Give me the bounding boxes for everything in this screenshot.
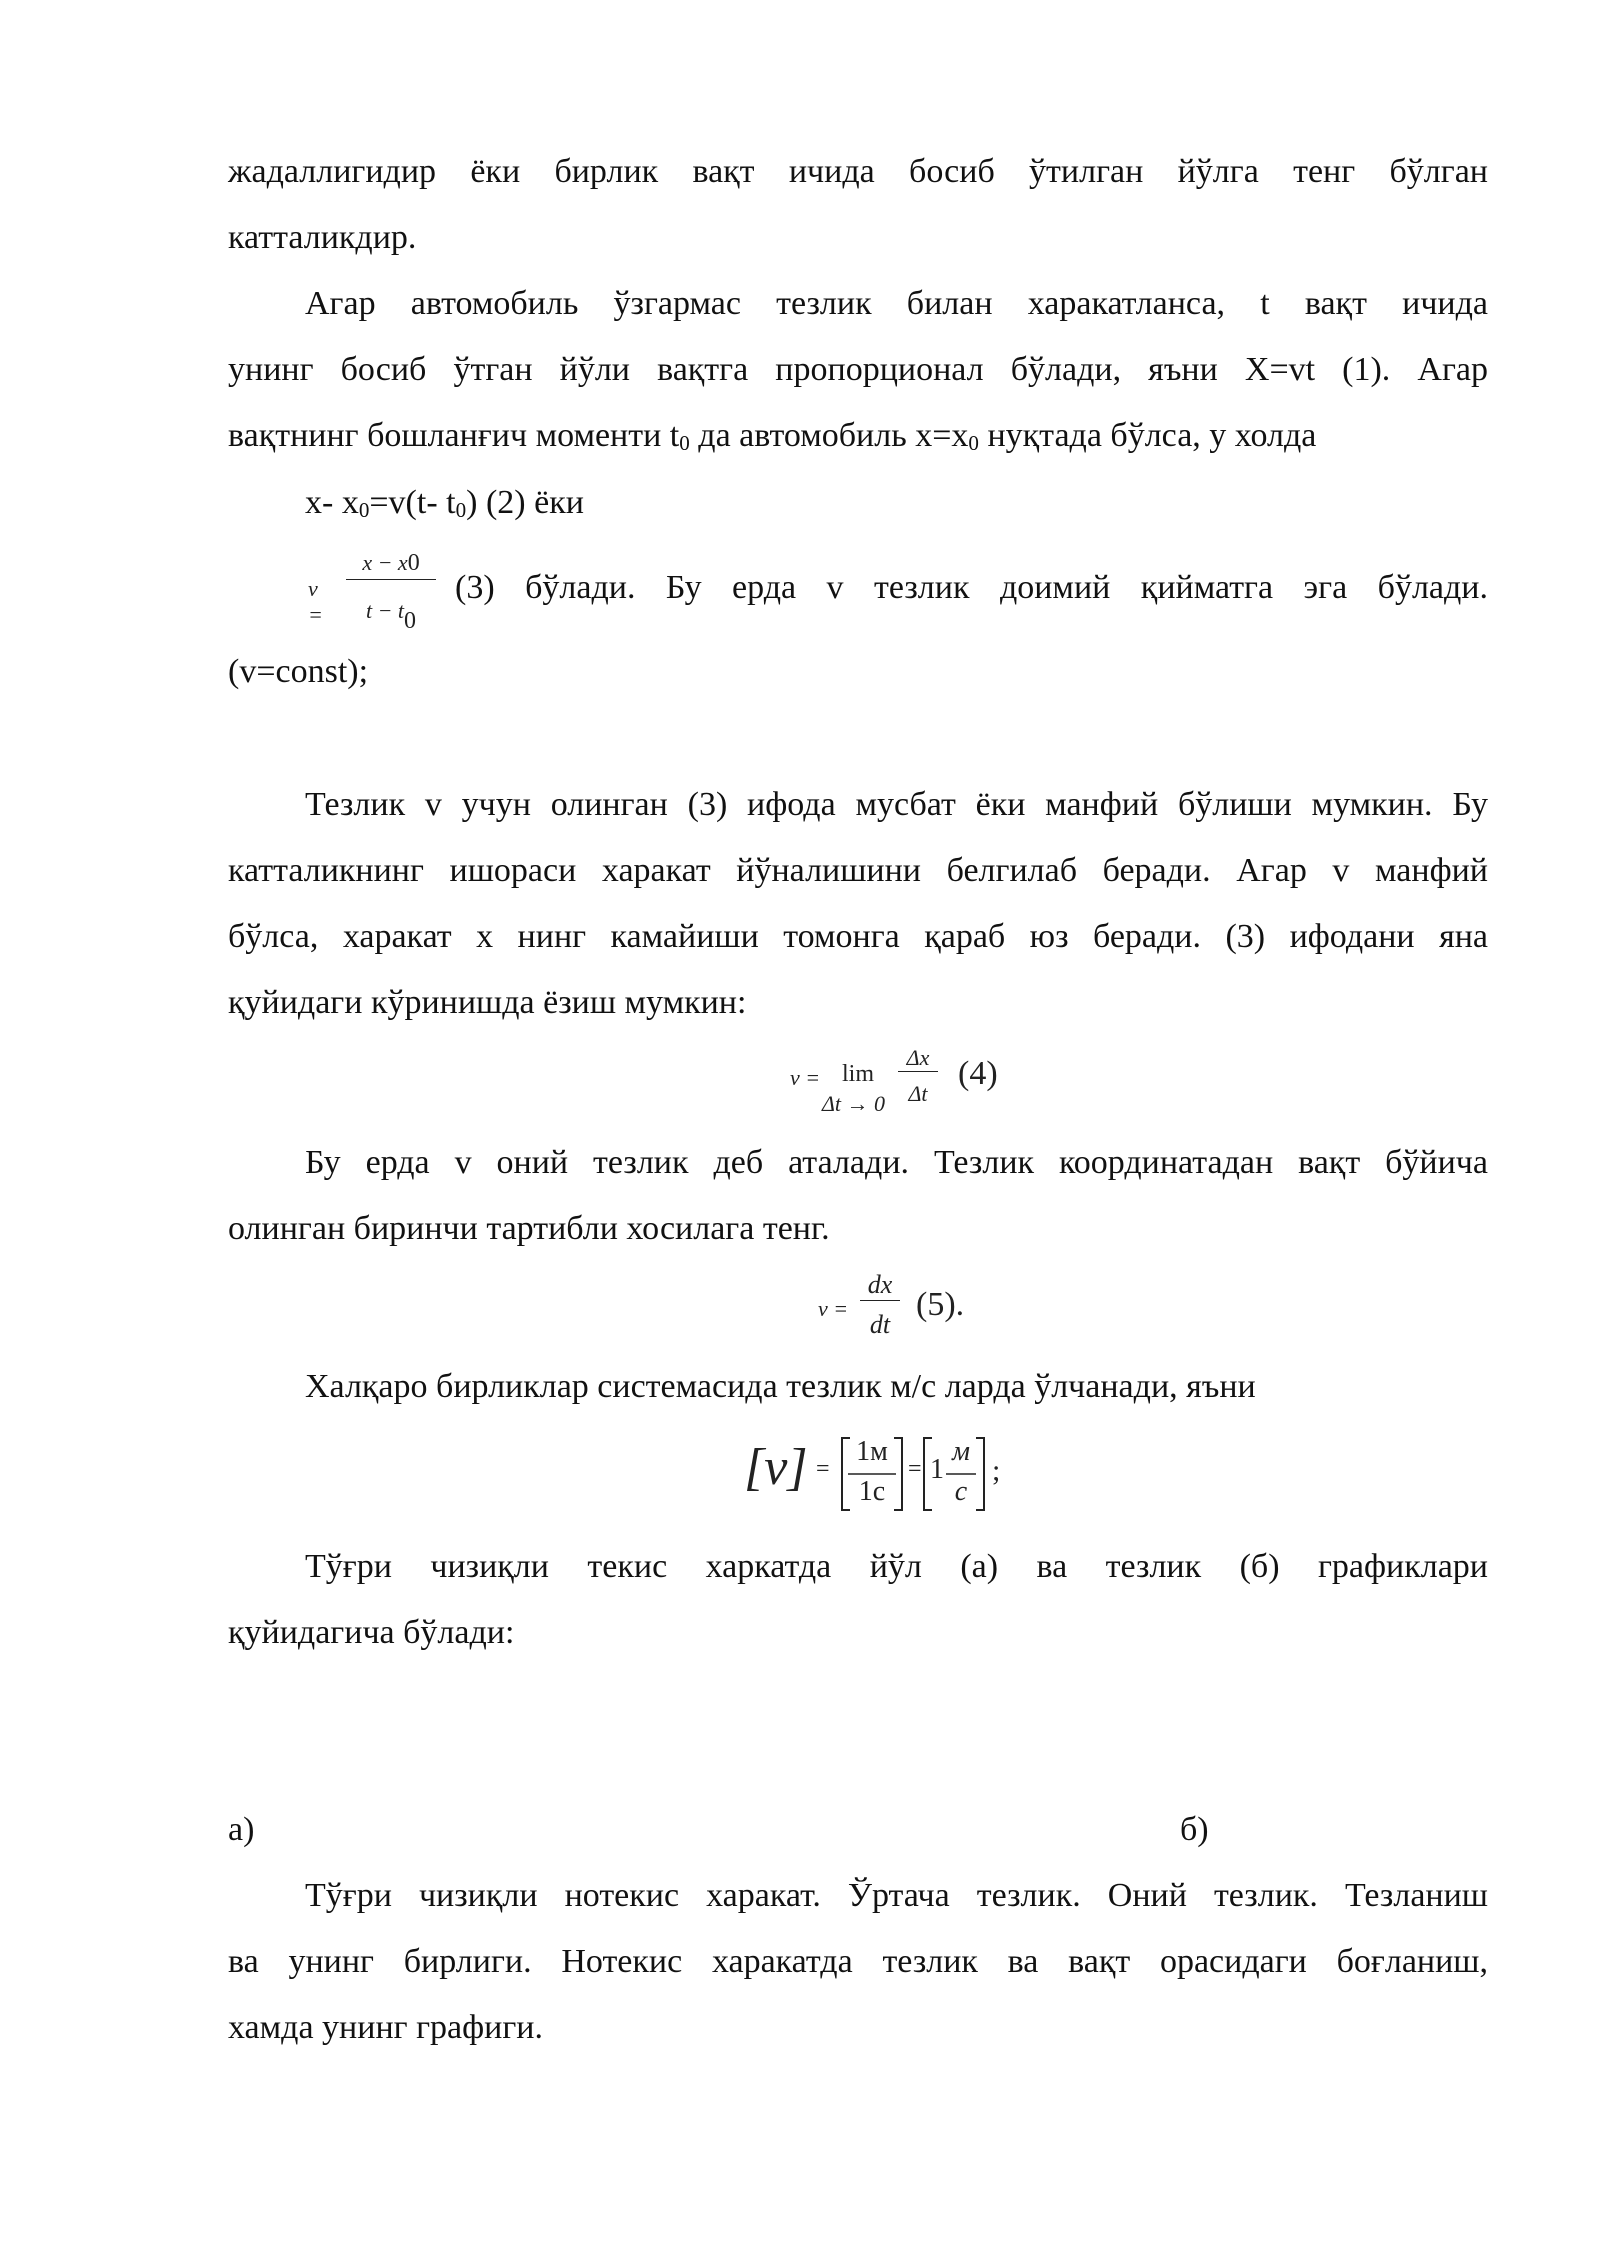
formula-4-lim: lim [842,1061,875,1087]
formula-3-numerator: x − x0 [346,550,436,580]
formula-3-lhs: v = [308,576,323,627]
formula-4 [790,1045,1020,1115]
text-line: катталикдир. [228,219,417,256]
units-num2: м [952,1436,970,1467]
text-line: бўлса, харакат x нинг камайиши томонга қараб юз беради. (3) ифодани яна [228,918,1488,955]
text-line: қуйидаги кўринишда ёзиш мумкин: [228,984,747,1021]
units-den2: с [954,1476,968,1507]
text-line: қуйидагича бўлади: [228,1614,515,1651]
formula-4-tag: (4) [958,1055,998,1092]
formula-3-denominator: t − t0 [365,598,417,634]
text-line: (3) бўлади. Бу ерда v тезлик доимий қийматга эга бўлади. [455,569,1488,606]
formula-4-denominator: Δt [908,1081,928,1106]
text-line: вақтнинг бошланғич моменти $t_0$ да автомобиль $x=x_0$ нуқтада бўлса, у холда [228,417,1317,455]
text-line: Бу ерда v оний тезлик деб аталади. Тезлик координатадан вақт бўйича [305,1144,1488,1181]
text-line: ва унинг бирлиги. Нотекис харакатда тезлик ва вақт орасидаги боғланиш, [228,1943,1488,1980]
text-line: Тўғри чизиқли нотекис харакат. Ўртача тезлик. Оний тезлик. Тезланиш [305,1877,1488,1914]
text-line: Халқаро бирликлар системасида тезлик м/с ларда ўлчанади, яъни [305,1368,1256,1405]
formula-4-lhs: v = [790,1065,821,1090]
text-line: унинг босиб ўтган йўли вақтга пропорционал бўлади, яъни X=vt (1). Агар [228,351,1488,388]
formula-5-lhs: v = [818,1296,849,1321]
text-line: олинган биринчи тартибли хосилага тенг. [228,1210,830,1247]
units-coef: 1 [930,1454,944,1485]
formula-4-lim-sub: Δt → 0 [822,1091,886,1116]
text-line: (v=const); [228,653,369,690]
formula-5-denominator: dt [869,1310,891,1339]
formula-5-numerator: dx [860,1270,900,1301]
text-line: хамда унинг графиги. [228,2009,543,2046]
text-line: Тўғри чизиқли текис харкатда йўл (а) ва тезлик (б) графиклари [305,1548,1488,1585]
graph-label-b: б) [1180,1811,1209,1848]
graph-label-a: а) [228,1811,255,1848]
text-line: катталикнинг ишораси харакат йўналишини белгилаб беради. Агар v манфий [228,852,1488,889]
text-line: жадаллигидир ёки бирлик вақт ичида босиб ўтилган йўлга тенг бўлган [228,153,1488,190]
units-lhs: [v] [744,1439,808,1496]
units-den1: 1с [858,1476,886,1507]
formula-5 [818,1270,998,1350]
text-line: Агар автомобиль ўзгармас тезлик билан харакатланса, t вақт ичида [305,285,1488,322]
formula-5-tag: (5). [916,1286,965,1323]
units-formula: [v] = 1м 1с = 1 м с ; [744,1430,1064,1520]
units-num1: 1м [856,1436,888,1467]
text-line: Тезлик v учун олинган (3) ифода мусбат ёки манфий бўлиши мумкин. Бу [305,786,1488,823]
formula-4-numerator: Δx [898,1045,938,1072]
equation-2: x- $x_0=v(t-$ $t_0$) (2) ёки [305,484,584,522]
